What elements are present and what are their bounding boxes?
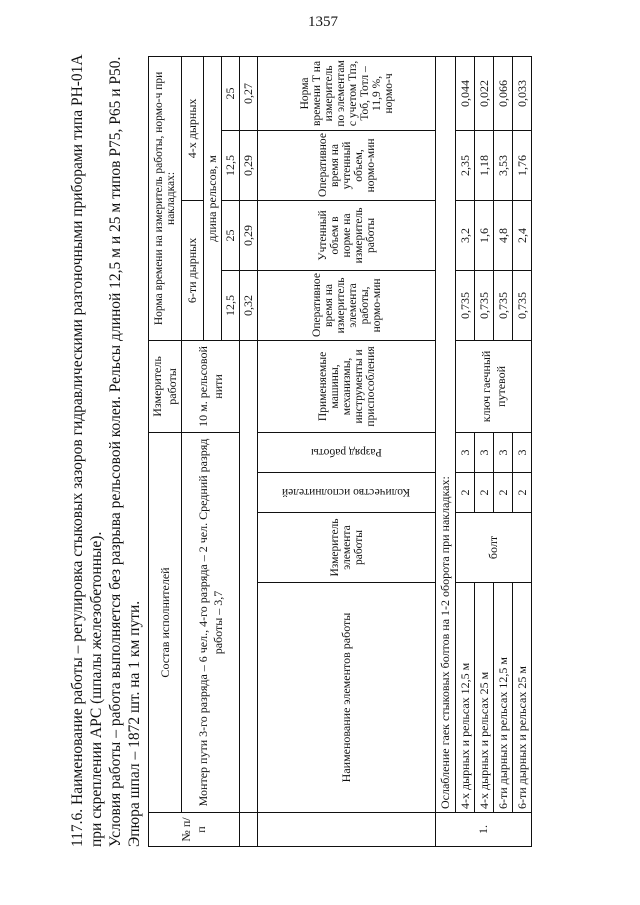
length-cell: 25 [222, 200, 240, 270]
element-meter-value: болт [456, 513, 532, 583]
row-norm: 0,066 [494, 56, 513, 130]
header-crew: Состав исполнителей [149, 432, 182, 812]
row-op: 0,735 [494, 270, 513, 340]
length-cell: 12,5 [222, 130, 240, 200]
table-row [513, 56, 532, 846]
header-four-hole: 4-х дырных [182, 56, 204, 200]
header-norm: Норма времени на измеритель работы, нормо-ч при накладках: [149, 56, 182, 340]
row-op: 0,735 [513, 270, 532, 340]
header-op-time-volume: Оперативное время на учтенный объем, нормо-мин [258, 130, 436, 200]
row-workers: 2 [513, 473, 532, 513]
crew-text: Монтер пути 3-го разряда – 6 чел., 4-го разряда – 2 чел. Средний разряд работы – 3,7 [182, 432, 240, 812]
header-element-meter: Измеритель элемента работы [258, 513, 436, 583]
meter-text: 10 м. рельсовой нити [182, 340, 240, 432]
row-vol: 3,2 [456, 200, 475, 270]
row-opvol: 2,35 [456, 130, 475, 200]
row-norm: 0,033 [513, 56, 532, 130]
header-machines: Применяемые машины, механизмы, инструменты и приспособления [258, 340, 436, 432]
norm-table [148, 56, 532, 847]
row-grade: 3 [494, 432, 513, 472]
header-grade: Разряд работы [311, 446, 382, 459]
work-title [68, 47, 144, 847]
row-opvol: 1,76 [513, 130, 532, 200]
header-meter: Измеритель работы [149, 340, 182, 432]
page-number: 1357 [308, 14, 338, 30]
table-row [494, 56, 513, 846]
row-opvol: 3,53 [494, 130, 513, 200]
header-num: № п/п [149, 813, 240, 847]
header-rail-length: длина рельсов, м [204, 56, 222, 340]
document-body [68, 47, 532, 847]
row-name: 4-х дырных и рельсах 25 м [475, 583, 494, 813]
title-line-1: 117.6. Наименование работы – регулировка стыковых зазоров гидравлическими разгоночными приборами типа РН-01А при скреплении АРС (шпалы железобетонные). [69, 54, 105, 847]
row-name: 6-ти дырных и рельсах 25 м [513, 583, 532, 813]
norm-value: 0,32 [240, 270, 258, 340]
section-title: Ослабление гаек стыковых болтов на 1-2 оборота при накладках: [436, 56, 456, 812]
norm-value: 0,27 [240, 56, 258, 130]
header-norm-time: Норма времени Т на измеритель по элементам с учетом Тпз, Тоб, Тотл – 11,9 %, нормо-ч [258, 56, 436, 130]
row-vol: 4,8 [494, 200, 513, 270]
row-grade: 3 [513, 432, 532, 472]
norm-value: 0,29 [240, 130, 258, 200]
row-norm: 0,022 [475, 56, 494, 130]
header-op-time: Оперативное время на измеритель элемента работы, нормо-мин [258, 270, 436, 340]
row-name: 6-ти дырных и рельсах 12,5 м [494, 583, 513, 813]
row-workers: 2 [475, 473, 494, 513]
table-row [456, 56, 475, 846]
row-opvol: 1,18 [475, 130, 494, 200]
tool: ключ гаечный путевой [456, 340, 532, 432]
table-row [475, 56, 494, 846]
row-grade: 3 [456, 432, 475, 472]
header-six-hole: 6-ти дырных [182, 200, 204, 340]
row-op: 0,735 [456, 270, 475, 340]
row-name: 4-х дырных и рельсах 12,5 м [456, 583, 475, 813]
row-vol: 2,4 [513, 200, 532, 270]
item-number: 1. [436, 813, 532, 847]
row-grade: 3 [475, 432, 494, 472]
header-workers-count: Количество исполнителей [282, 486, 411, 499]
title-line-2: Условия работы – работа выполняется без разрыва рельсовой колеи. Рельсы длиной 12,5 м и 25 м типов Р75, Р65 и Р50. [107, 56, 124, 847]
length-cell: 25 [222, 56, 240, 130]
norm-value: 0,29 [240, 200, 258, 270]
title-line-3: Эпюра шпал – 1872 шт. на 1 км пути. [126, 600, 143, 847]
header-element-name: Наименование элементов работы [258, 583, 436, 813]
row-op: 0,735 [475, 270, 494, 340]
row-norm: 0,044 [456, 56, 475, 130]
row-workers: 2 [456, 473, 475, 513]
header-volume: Учтенный объем в норме на измеритель работы [258, 200, 436, 270]
row-vol: 1,6 [475, 200, 494, 270]
row-workers: 2 [494, 473, 513, 513]
length-cell: 12,5 [222, 270, 240, 340]
